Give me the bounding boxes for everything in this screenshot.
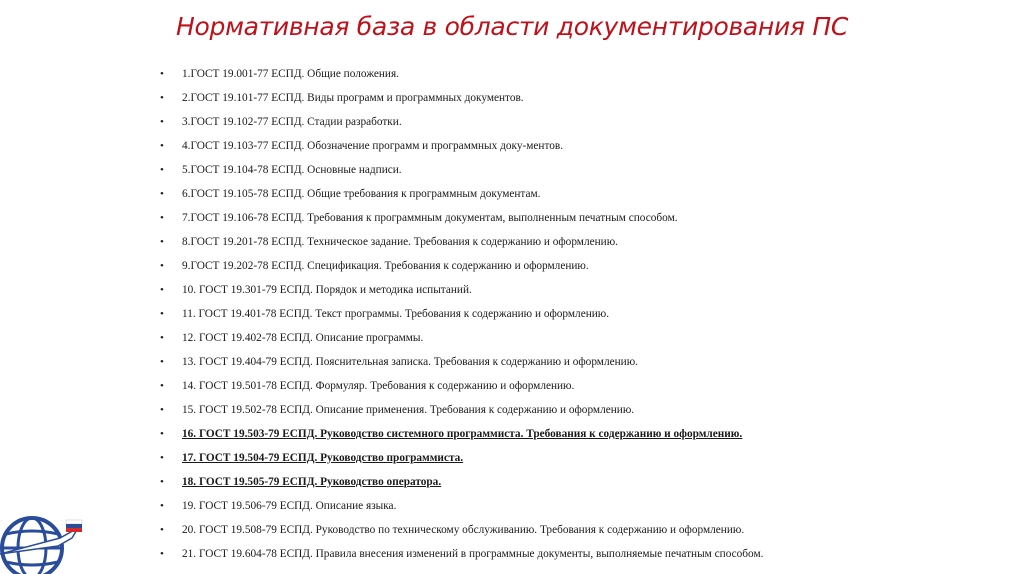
list-item [160,186,763,210]
list-item [160,282,763,306]
list-item-text: 21. ГОСТ 19.604-78 ЕСПД. Правила внесения изменений в программные документы, выполняемые печатным способом. [182,548,764,560]
bullet-icon: • [160,68,164,80]
list-item-text: 2.ГОСТ 19.101-77 ЕСПД. Виды программ и программных документов. [182,92,524,104]
bullet-icon: • [160,548,164,560]
list-item-text: 19. ГОСТ 19.506-79 ЕСПД. Описание языка. [182,500,397,512]
bullet-icon: • [160,116,164,128]
list-item-text: 8.ГОСТ 19.201-78 ЕСПД. Техническое задание. Требования к содержанию и оформлению. [182,236,618,248]
list-item [160,498,763,522]
list-item [160,162,763,186]
list-item-text: 16. ГОСТ 19.503-79 ЕСПД. Руководство системного программиста. Требования к содержанию и оформлению. [182,428,743,440]
list-item [160,354,763,378]
list-item [160,90,763,114]
list-item [160,258,763,282]
list-item [160,330,763,354]
bullet-icon: • [160,452,164,464]
list-item [160,66,763,90]
list-item [160,378,763,402]
list-item-text: 10. ГОСТ 19.301-79 ЕСПД. Порядок и методика испытаний. [182,284,472,296]
list-item-text: 14. ГОСТ 19.501-78 ЕСПД. Формуляр. Требования к содержанию и оформлению. [182,380,575,392]
list-item [160,138,763,162]
list-item-text: 3.ГОСТ 19.102-77 ЕСПД. Стадии разработки. [182,116,402,128]
bullet-icon: • [160,92,164,104]
list-item-text: 12. ГОСТ 19.402-78 ЕСПД. Описание программы. [182,332,424,344]
list-item-text: 13. ГОСТ 19.404-79 ЕСПД. Пояснительная записка. Требования к содержанию и оформлению. [182,356,638,368]
bullet-icon: • [160,380,164,392]
bullet-icon: • [160,212,164,224]
list-item [160,234,763,258]
list-item-text: 7.ГОСТ 19.106-78 ЕСПД. Требования к программным документам, выполненным печатным способом. [182,212,678,224]
bullet-icon: • [160,260,164,272]
bullet-icon: • [160,140,164,152]
bullet-icon: • [160,524,164,536]
slide-title: Нормативная база в области документирования ПС [176,12,848,41]
list-item [160,210,763,234]
list-item [160,306,763,330]
list-item [160,546,763,570]
list-item-text: 4.ГОСТ 19.103-77 ЕСПД. Обозначение программ и программных доку-ментов. [182,140,564,152]
list-item [160,522,763,546]
list-item-text: 20. ГОСТ 19.508-79 ЕСПД. Руководство по техническому обслуживанию. Требования к содержанию и оформлению. [182,524,745,536]
list-item [160,402,763,426]
bullet-icon: • [160,500,164,512]
bullet-icon: • [160,476,164,488]
bullet-icon: • [160,308,164,320]
standards-list [160,66,763,570]
list-item-text: 5.ГОСТ 19.104-78 ЕСПД. Основные надписи. [182,164,402,176]
list-item [160,450,763,474]
bullet-icon: • [160,188,164,200]
bullet-icon: • [160,404,164,416]
bullet-icon: • [160,428,164,440]
bullet-icon: • [160,236,164,248]
list-item-text: 15. ГОСТ 19.502-78 ЕСПД. Описание применения. Требования к содержанию и оформлению. [182,404,635,416]
list-item [160,426,763,450]
list-item-text: 17. ГОСТ 19.504-79 ЕСПД. Руководство программиста. [182,452,464,464]
list-item [160,114,763,138]
bullet-icon: • [160,284,164,296]
list-item-text: 1.ГОСТ 19.001-77 ЕСПД. Общие положения. [182,68,399,80]
list-item-text: 9.ГОСТ 19.202-78 ЕСПД. Спецификация. Требования к содержанию и оформлению. [182,260,589,272]
list-item-text: 18. ГОСТ 19.505-79 ЕСПД. Руководство оператора. [182,476,442,488]
bullet-icon: • [160,356,164,368]
bullet-icon: • [160,332,164,344]
bullet-icon: • [160,164,164,176]
list-item [160,474,763,498]
list-item-text: 6.ГОСТ 19.105-78 ЕСПД. Общие требования к программным документам. [182,188,541,200]
globe-airplane-logo-icon [0,508,90,574]
list-item-text: 11. ГОСТ 19.401-78 ЕСПД. Текст программы. Требования к содержанию и оформлению. [182,308,610,320]
